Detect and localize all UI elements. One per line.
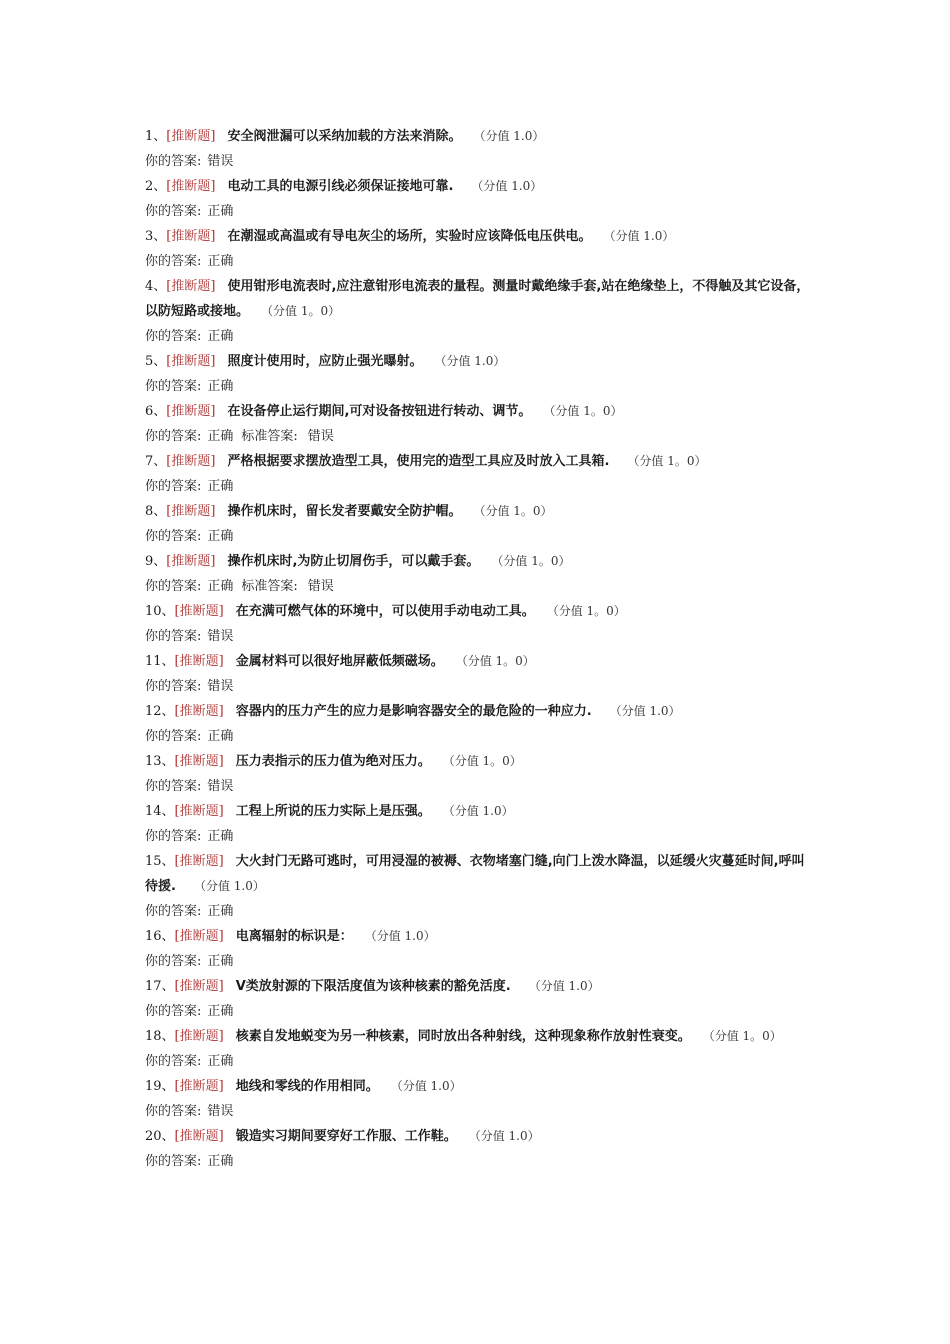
question-score: （分值 1.0）: [609, 229, 675, 243]
question-text: 金属材料可以很好地屏蔽低频磁场。: [235, 654, 444, 669]
question-line: [145, 174, 810, 199]
question-text: 使用钳形电流表时,应注意钳形电流表的量程。测量时戴绝缘手套,站在绝缘垫上，不得触及其它设备，以防短路或接地。: [145, 279, 810, 319]
question-number: 17、: [145, 979, 175, 994]
question-line: [145, 924, 810, 949]
question-text: 大火封门无路可逃时，可用浸湿的被褥、衣物堵塞门缝,向门上泼水降温，以延缓火灾蔓延时间,呼叫待援.: [145, 854, 805, 894]
question-type-tag: [推断题]: [174, 1029, 224, 1044]
standard-answer-value: 错误: [307, 579, 334, 594]
question-text: 电动工具的电源引线必须保证接地可靠.: [227, 179, 454, 194]
question-text: 锻造实习期间要穿好工作服、工作鞋。: [235, 1129, 457, 1144]
question-text: 在设备停止运行期间,可对设备按钮进行转动、调节。: [227, 404, 532, 419]
question-score: （分值 1.0）: [479, 129, 545, 143]
question-number: 6、: [145, 404, 167, 419]
question-item: [145, 924, 810, 974]
answer-line: [145, 424, 810, 449]
question-line: [145, 1124, 810, 1149]
question-line: [145, 974, 810, 999]
question-line: [145, 449, 810, 474]
your-answer-value: 正确: [207, 429, 234, 444]
answer-line: [145, 199, 810, 224]
question-score: （分值 1.0）: [471, 179, 543, 193]
your-answer-value: 正确: [207, 954, 234, 969]
answer-line: [145, 949, 810, 974]
your-answer-label: 你的答案:: [145, 254, 202, 269]
question-line: [145, 849, 810, 899]
answer-line: [145, 574, 810, 599]
your-answer-label: 你的答案:: [145, 954, 202, 969]
question-item: [145, 799, 810, 849]
question-type-tag: [推断题]: [166, 279, 216, 294]
your-answer-value: 正确: [207, 204, 234, 219]
question-number: 12、: [145, 704, 175, 719]
question-line: [145, 799, 810, 824]
question-type-tag: [推断题]: [166, 129, 216, 144]
question-text: 电离辐射的标识是：: [235, 929, 353, 944]
your-answer-value: 正确: [207, 379, 234, 394]
question-score: （分值 1.0）: [193, 879, 265, 893]
your-answer-label: 你的答案:: [145, 829, 202, 844]
answer-line: [145, 249, 810, 274]
question-type-tag: [推断题]: [174, 754, 224, 769]
question-text: 严格根据要求摆放造型工具，使用完的造型工具应及时放入工具箱.: [227, 454, 610, 469]
question-number: 1、: [145, 129, 167, 144]
answer-line: [145, 999, 810, 1024]
question-number: 9、: [145, 554, 167, 569]
question-line: [145, 499, 810, 524]
question-line: [145, 699, 810, 724]
question-number: 8、: [145, 504, 167, 519]
question-type-tag: [推断题]: [166, 454, 216, 469]
your-answer-label: 你的答案:: [145, 1004, 202, 1019]
your-answer-value: 正确: [207, 1054, 234, 1069]
standard-answer-label: 标准答案:: [241, 579, 298, 594]
question-number: 13、: [145, 754, 175, 769]
your-answer-value: 正确: [207, 729, 234, 744]
question-score: （分值 1。0）: [552, 604, 626, 618]
question-score: （分值 1。0）: [627, 454, 707, 468]
question-line: [145, 599, 810, 624]
your-answer-value: 错误: [207, 154, 234, 169]
question-text: 安全阀泄漏可以采纳加载的方法来消除。: [227, 129, 462, 144]
question-type-tag: [推断题]: [174, 1129, 224, 1144]
question-item: [145, 974, 810, 1024]
question-score: （分值 1.0）: [440, 354, 506, 368]
question-score: （分值 1。0）: [708, 1029, 782, 1043]
question-score: （分值 1.0）: [396, 1079, 462, 1093]
question-text: 在充满可燃气体的环境中，可以使用手动电动工具。: [235, 604, 535, 619]
your-answer-label: 你的答案:: [145, 529, 202, 544]
question-text: 容器内的压力产生的应力是影响容器安全的最危险的一种应力.: [235, 704, 592, 719]
question-type-tag: [推断题]: [166, 179, 216, 194]
answer-line: [145, 1099, 810, 1124]
question-line: [145, 649, 810, 674]
question-number: 18、: [145, 1029, 175, 1044]
your-answer-label: 你的答案:: [145, 679, 202, 694]
your-answer-value: 正确: [207, 1004, 234, 1019]
question-text: 核素自发地蜕变为另一种核素，同时放出各种射线，这种现象称作放射性衰变。: [235, 1029, 691, 1044]
answer-line: [145, 1149, 810, 1174]
question-text: 在潮湿或高温或有导电灰尘的场所，实验时应该降低电压供电。: [227, 229, 592, 244]
question-score: （分值 1。0）: [267, 304, 341, 318]
answer-line: [145, 824, 810, 849]
question-item: [145, 174, 810, 224]
answer-line: [145, 474, 810, 499]
question-item: [145, 699, 810, 749]
your-answer-label: 你的答案:: [145, 729, 202, 744]
question-number: 16、: [145, 929, 175, 944]
answer-line: [145, 524, 810, 549]
question-item: [145, 399, 810, 449]
question-line: [145, 349, 810, 374]
question-score: （分值 1。0）: [497, 554, 571, 568]
your-answer-value: 正确: [207, 904, 234, 919]
question-item: [145, 1074, 810, 1124]
your-answer-value: 错误: [207, 779, 234, 794]
question-line: [145, 749, 810, 774]
question-type-tag: [推断题]: [174, 704, 224, 719]
question-score: （分值 1。0）: [549, 404, 623, 418]
question-type-tag: [推断题]: [174, 929, 224, 944]
question-text: 地线和零线的作用相同。: [235, 1079, 379, 1094]
question-item: [145, 449, 810, 499]
question-text: 压力表指示的压力值为绝对压力。: [235, 754, 431, 769]
answer-line: [145, 774, 810, 799]
your-answer-label: 你的答案:: [145, 579, 202, 594]
question-type-tag: [推断题]: [166, 229, 216, 244]
your-answer-label: 你的答案:: [145, 379, 202, 394]
question-item: [145, 599, 810, 649]
question-number: 3、: [145, 229, 167, 244]
question-number: 2、: [145, 179, 167, 194]
question-type-tag: [推断题]: [174, 979, 224, 994]
question-number: 11、: [145, 654, 175, 669]
question-item: [145, 124, 810, 174]
question-type-tag: [推断题]: [174, 1079, 224, 1094]
your-answer-value: 错误: [207, 1104, 234, 1119]
your-answer-value: 正确: [207, 329, 234, 344]
your-answer-value: 正确: [207, 254, 234, 269]
your-answer-value: 错误: [207, 679, 234, 694]
answer-line: [145, 374, 810, 399]
question-line: [145, 1024, 810, 1049]
your-answer-value: 正确: [207, 1154, 234, 1169]
question-number: 5、: [145, 354, 167, 369]
your-answer-label: 你的答案:: [145, 479, 202, 494]
question-item: [145, 749, 810, 799]
answer-line: [145, 674, 810, 699]
question-type-tag: [推断题]: [174, 854, 224, 869]
question-text: V类放射源的下限活度值为该种核素的豁免活度.: [235, 979, 511, 994]
your-answer-label: 你的答案:: [145, 1054, 202, 1069]
question-type-tag: [推断题]: [174, 804, 224, 819]
question-text: 操作机床时,为防止切屑伤手，可以戴手套。: [227, 554, 480, 569]
question-number: 20、: [145, 1129, 175, 1144]
question-line: [145, 274, 810, 324]
question-item: [145, 549, 810, 599]
question-item: [145, 274, 810, 349]
your-answer-value: 正确: [207, 479, 234, 494]
answer-line: [145, 724, 810, 749]
question-type-tag: [推断题]: [166, 404, 216, 419]
question-number: 14、: [145, 804, 175, 819]
question-text: 工程上所说的压力实际上是压强。: [235, 804, 431, 819]
answer-line: [145, 899, 810, 924]
answer-line: [145, 324, 810, 349]
standard-answer-label: 标准答案:: [241, 429, 298, 444]
question-line: [145, 399, 810, 424]
your-answer-label: 你的答案:: [145, 204, 202, 219]
your-answer-label: 你的答案:: [145, 1104, 202, 1119]
question-score: （分值 1.0）: [528, 979, 600, 993]
question-type-tag: [推断题]: [174, 604, 224, 619]
question-number: 10、: [145, 604, 175, 619]
question-score: （分值 1。0）: [461, 654, 535, 668]
your-answer-value: 正确: [207, 579, 234, 594]
question-type-tag: [推断题]: [174, 654, 224, 669]
question-score: （分值 1.0）: [448, 804, 514, 818]
your-answer-label: 你的答案:: [145, 629, 202, 644]
question-line: [145, 224, 810, 249]
question-number: 19、: [145, 1079, 175, 1094]
question-type-tag: [推断题]: [166, 504, 216, 519]
question-item: [145, 649, 810, 699]
question-type-tag: [推断题]: [166, 354, 216, 369]
question-item: [145, 499, 810, 549]
your-answer-label: 你的答案:: [145, 904, 202, 919]
question-number: 7、: [145, 454, 167, 469]
question-item: [145, 1124, 810, 1174]
your-answer-label: 你的答案:: [145, 779, 202, 794]
question-score: （分值 1.0）: [474, 1129, 540, 1143]
question-item: [145, 224, 810, 274]
question-line: [145, 1074, 810, 1099]
question-line: [145, 549, 810, 574]
question-list: [145, 124, 810, 1174]
your-answer-value: 正确: [207, 529, 234, 544]
question-score: （分值 1.0）: [609, 704, 681, 718]
question-type-tag: [推断题]: [166, 554, 216, 569]
question-score: （分值 1.0）: [370, 929, 436, 943]
question-line: [145, 124, 810, 149]
question-text: 照度计使用时，应防止强光曝射。: [227, 354, 423, 369]
answer-line: [145, 149, 810, 174]
question-number: 15、: [145, 854, 175, 869]
question-score: （分值 1。0）: [479, 504, 553, 518]
your-answer-label: 你的答案:: [145, 429, 202, 444]
your-answer-label: 你的答案:: [145, 1154, 202, 1169]
question-item: [145, 849, 810, 924]
question-text: 操作机床时，留长发者要戴安全防护帽。: [227, 504, 462, 519]
question-score: （分值 1。0）: [448, 754, 522, 768]
question-number: 4、: [145, 279, 167, 294]
your-answer-label: 你的答案:: [145, 154, 202, 169]
answer-line: [145, 624, 810, 649]
your-answer-value: 正确: [207, 829, 234, 844]
question-item: [145, 1024, 810, 1074]
standard-answer-value: 错误: [307, 429, 334, 444]
your-answer-label: 你的答案:: [145, 329, 202, 344]
your-answer-value: 错误: [207, 629, 234, 644]
question-item: [145, 349, 810, 399]
answer-line: [145, 1049, 810, 1074]
